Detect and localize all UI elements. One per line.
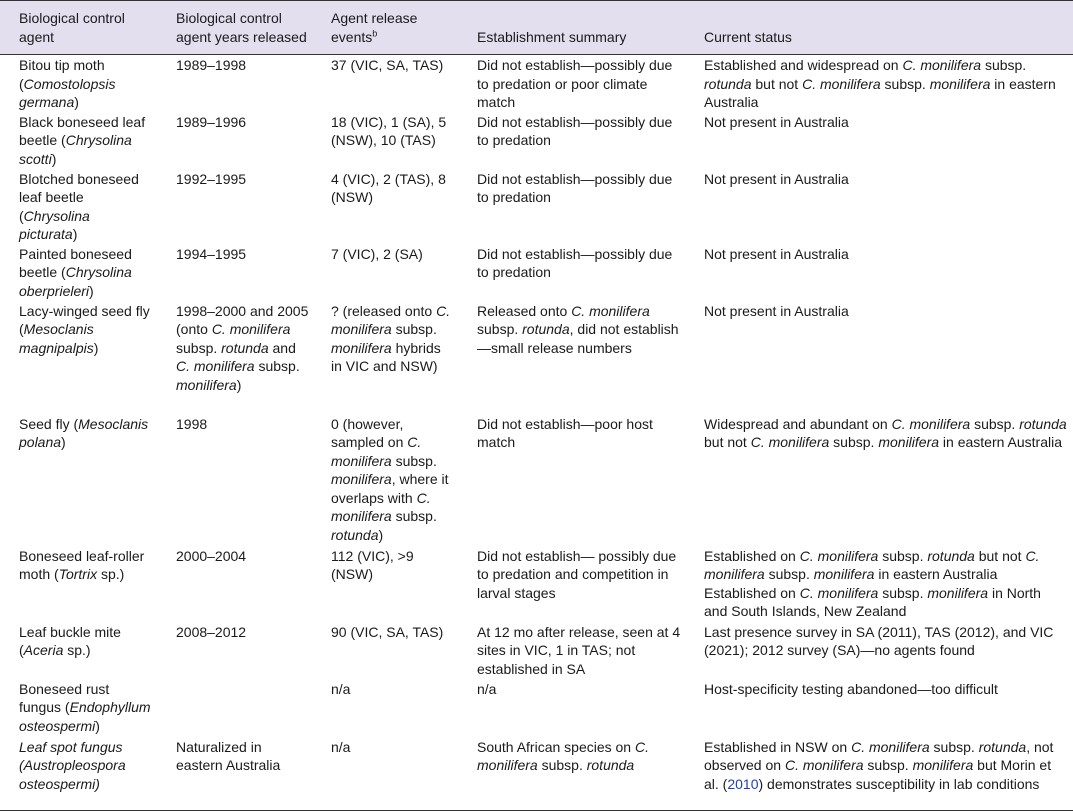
text-run: ) [61,434,66,450]
text-run: Widespread and abundant on [704,415,892,432]
cell-events [315,737,461,811]
text-run: but not [704,434,751,450]
text-run: 4 (VIC), 2 (TAS), 8 (NSW) [331,170,446,205]
italic-text: C. monilifera [784,757,864,773]
italic-text: C. monilifera [802,75,881,92]
text-run: 112 (VIC), >9 (NSW) [331,547,414,582]
italic-text: rotunda [586,757,635,773]
header-status: Current status [688,1,1073,55]
cell-status [688,414,1073,546]
text-run: and [268,339,296,356]
text-run: ) [74,94,79,110]
table-row [0,169,1073,244]
cell-years [157,737,315,811]
table-row [0,112,1073,169]
cell-events [315,546,461,622]
text-run: Leaf buckle mite ( [19,623,121,658]
text-run: subsp. [829,434,879,450]
text-run: in North and South Islands, New Zealand [704,584,1041,619]
italic-text: monilifera [912,757,974,773]
cell-events [315,169,461,244]
text-run: Boneseed leaf-roller moth ( [19,547,145,582]
table-row [0,679,1073,737]
text-run: ) [72,226,78,242]
text-run: At 12 mo after release, seen at 4 sites in VIC, 1 in TAS; not established in SA [477,623,681,677]
text-run: subsp. [863,757,913,773]
text-run: 0 (however, sampled on [331,415,408,450]
cell-status [688,737,1073,811]
cell-status [688,679,1073,737]
italic-text: Comostolopsis germana [19,75,116,110]
text-run: but not [751,75,803,92]
cell-status [688,55,1073,112]
text-run: Did not establish—possibly due to predation [477,245,673,280]
text-run: 1998 [176,415,208,432]
cell-years [157,169,315,244]
text-run: 7 (VIC), 2 (SA) [331,245,423,262]
italic-text: monilifera [331,339,392,356]
italic-text: Aceria [23,642,64,658]
text-run: Not present in Australia [704,113,849,130]
cell-status [688,622,1073,679]
text-run: subsp. [970,415,1020,432]
text-run: but Morin et al. ( [704,757,1052,792]
cell-events [315,301,461,414]
cell-events [315,414,461,546]
header-events-footnote: b [372,28,378,39]
text-run: Not present in Australia [704,245,849,262]
text-run: n/a [477,680,497,697]
italic-text: C. monilifera [477,738,649,773]
text-run: Host-specificity testing abandoned—too difficult [704,680,998,697]
text-run: 1989–1996 [176,113,247,130]
italic-text: C. monilifera [704,547,1040,582]
italic-text: rotunda [221,339,269,356]
cell-status [688,169,1073,244]
text-run: Blotched boneseed leaf beetle ( [19,170,139,224]
cell-establishment [461,169,688,244]
text-run: subsp. [254,358,300,374]
italic-text: C. monilifera [799,547,879,564]
text-run: Black boneseed leaf beetle ( [19,113,146,148]
text-run: sp.) [63,642,91,658]
text-run: n/a [331,738,351,755]
cell-status [688,546,1073,622]
text-run: 1998–2000 and 2005 (onto [176,302,309,337]
text-run: Bitou tip moth ( [19,57,105,92]
text-run: subsp. [981,57,1027,73]
cell-establishment [461,112,688,169]
text-run: Established on [704,547,800,564]
text-run: subsp. [391,508,437,524]
text-run: hybrids in VIC and NSW) [331,339,441,374]
cell-status [688,244,1073,301]
cell-establishment [461,55,688,112]
text-run: Lacy-winged seed fly ( [19,302,150,337]
text-run: Painted boneseed beetle ( [19,245,132,280]
text-run: subsp. [878,584,928,601]
table-row [0,55,1073,112]
text-run: sp.) [97,566,125,582]
text-run: Released onto [477,302,572,319]
italic-text: Mesoclanis magnipalpis [19,321,94,356]
header-establishment: Establishment summary [461,1,688,55]
cell-agent [0,622,157,679]
text-run: 2000–2004 [176,547,247,564]
cell-agent [0,737,157,811]
text-run: subsp. [391,321,437,337]
cell-years [157,301,315,414]
cell-years [157,622,315,679]
table-row [0,546,1073,622]
cell-events [315,679,461,737]
text-run: subsp. [878,547,928,564]
cell-establishment [461,679,688,737]
text-run: , where it overlaps with [331,471,449,506]
italic-text: C. monilifera [211,321,291,337]
text-run: ? (released onto [331,302,437,319]
italic-text: C. monilifera [331,302,451,337]
italic-text: Chrysolina oberprieleri [19,264,132,299]
italic-text: C. monilifera [750,434,830,450]
cell-agent [0,55,157,112]
text-run: ) [89,282,94,299]
text-run: subsp. [537,757,587,773]
cell-agent [0,546,157,622]
text-run: Did not establish— possibly due to predation and competition in larval stages [477,547,677,601]
text-run: ) [236,376,242,393]
cell-years [157,546,315,622]
cell-establishment [461,414,688,546]
table-row [0,737,1073,811]
text-run: 18 (VIC), 1 (SA), 5 (NSW), 10 (TAS) [331,113,447,148]
italic-text: rotunda [978,738,1027,755]
italic-text: C. monilifera [799,584,879,601]
header-events [315,1,461,55]
text-run: Seed fly ( [19,415,79,432]
cell-years [157,112,315,169]
italic-text: Chrysolina scotti [19,132,132,167]
cell-events [315,55,461,112]
text-run: Did not establish—possibly due to predation or poor climate match [477,57,673,110]
italic-text: C. monilifera [331,434,422,469]
text-run: Not present in Australia [704,170,849,187]
cell-agent [0,679,157,737]
italic-text: Leaf spot fungus (Austropleospora osteospermi) [19,738,126,792]
text-run: Did not establish—possibly due to predation [477,170,673,205]
header-years: Biological control agent years released [157,1,315,55]
italic-text: Mesoclanis polana [19,415,149,450]
text-run: subsp. [929,738,979,755]
italic-text: C. monilifera [176,358,255,374]
italic-text: monilifera [331,471,392,487]
italic-text: C. monilifera [891,415,971,432]
italic-text: Endophyllum osteospermi [19,699,151,734]
italic-text: rotunda [927,547,975,564]
italic-text: monilifera [927,584,989,601]
citation-link[interactable]: 2010 [727,775,759,792]
text-run: ) demonstrates susceptibility in lab conditions [758,775,1040,792]
italic-text: monilifera [929,75,991,92]
text-run: ) [378,526,384,543]
cell-establishment [461,301,688,414]
cell-years [157,679,315,737]
text-run: 37 (VIC, SA, TAS) [331,57,444,73]
text-run: Naturalized in eastern Australia [176,738,281,773]
table-row [0,244,1073,301]
italic-text: Chrysolina picturata [19,207,90,242]
cell-agent [0,169,157,244]
italic-text: C. monilifera [851,738,930,755]
italic-text: rotunda [1019,415,1067,432]
italic-text: C. monilifera [331,489,431,524]
text-run: 1989–1998 [176,57,247,73]
text-run: subsp. [764,566,814,582]
cell-years [157,55,315,112]
text-run: subsp. [880,75,930,92]
text-run: in eastern Australia [704,75,1056,110]
cell-status [688,112,1073,169]
italic-text: rotunda [331,526,379,543]
cell-agent [0,112,157,169]
table-header [0,1,1073,55]
italic-text: C. monilifera [902,57,982,73]
text-run: Did not establish—possibly due to predation [477,113,673,148]
table-body [0,55,1073,811]
cell-establishment [461,622,688,679]
table-row [0,622,1073,679]
cell-events [315,112,461,169]
italic-text: monilifera [878,434,940,450]
italic-text: rotunda [522,321,570,337]
italic-text: Tortrix [58,566,98,582]
header-events-label: Agent release events [331,10,418,45]
text-run: 90 (VIC, SA, TAS) [331,623,444,640]
cell-agent [0,414,157,546]
text-run: Boneseed rust fungus ( [19,680,110,715]
italic-text: monilifera [176,376,237,393]
text-run: but not [974,547,1026,564]
table-row [0,414,1073,546]
text-run: South African species on [477,738,635,755]
cell-agent [0,301,157,414]
text-run: Established and widespread on [704,57,903,73]
text-run: Last presence survey in SA (2011), TAS (2012), and VIC (2021); 2012 survey (SA)—no agents found [704,623,1054,658]
text-run: Established in NSW on [704,738,852,755]
cell-events [315,244,461,301]
text-run: , not observed on [704,738,1054,773]
text-run: subsp. [391,452,437,469]
text-run: , did not establish—small release numbers [477,321,679,356]
cell-establishment [461,546,688,622]
cell-events [315,622,461,679]
text-run: 1994–1995 [176,245,247,262]
cell-years [157,414,315,546]
text-run: in eastern Australia [939,434,1062,450]
italic-text: monilifera [813,566,875,582]
italic-text: C. monilifera [571,302,650,319]
text-run: subsp. [176,339,222,356]
cell-agent [0,244,157,301]
text-run: in eastern Australia Established on [704,566,998,601]
text-run: n/a [331,680,351,697]
header-row [0,1,1073,55]
text-run: ) [95,717,100,734]
cell-establishment [461,244,688,301]
header-agent: Biological control agent [0,1,157,55]
cell-status [688,301,1073,414]
italic-text: rotunda [704,75,752,92]
table-row [0,301,1073,414]
text-run: subsp. [477,321,523,337]
text-run: 1992–1995 [176,170,247,187]
text-run: Did not establish—poor host match [477,415,653,450]
text-run: 2008–2012 [176,623,247,640]
cell-establishment [461,737,688,811]
text-run: Not present in Australia [704,302,849,319]
text-run: ) [51,150,57,167]
text-run: ) [93,339,99,356]
cell-years [157,244,315,301]
